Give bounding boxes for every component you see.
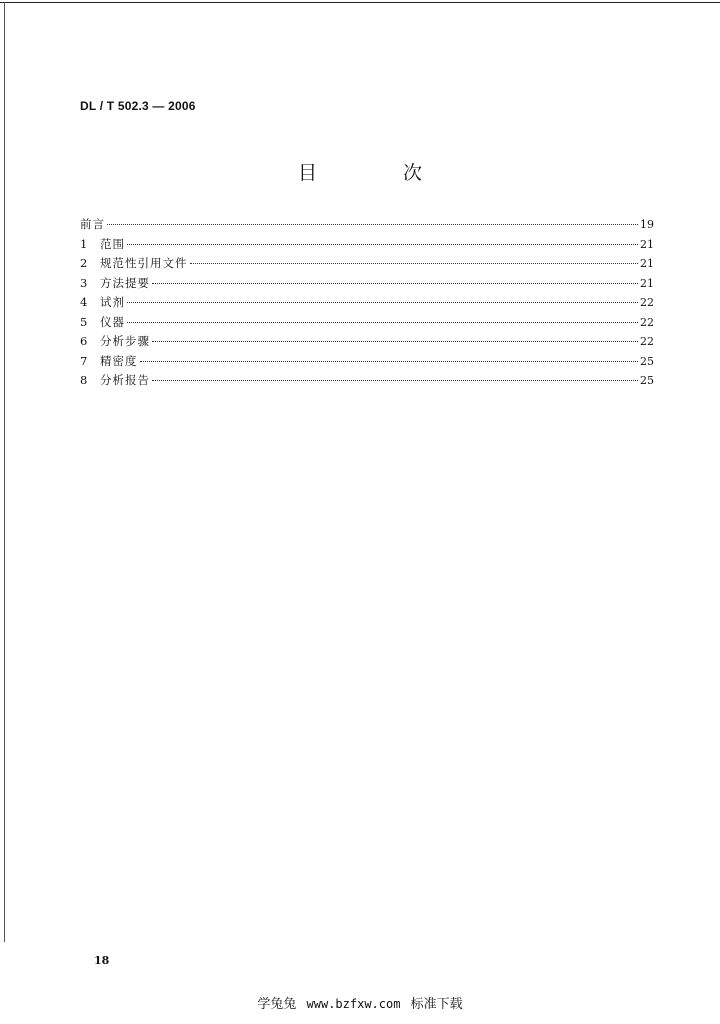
toc-leader-dots [107,224,638,225]
toc-item-page: 25 [640,374,654,387]
toc-item-precision[interactable] [80,353,654,373]
toc-item-page: 22 [640,335,654,348]
toc-item-number: 1 [80,236,88,251]
toc-leader-dots [140,361,639,362]
toc-item-label: 规范性引用文件 [100,256,188,270]
toc-leader-dots [127,244,638,245]
toc-item-number: 2 [80,256,88,270]
toc-item-label: 仪器 [100,314,125,329]
toc-item-label: 方法提要 [100,275,150,290]
toc-item-label: 范围 [100,236,125,251]
toc-item-number: 5 [80,314,88,329]
toc-item-label: 前言 [80,217,105,231]
watermark [0,993,720,1012]
watermark-tagline: 标准下载 [410,997,463,1012]
page-top-edge [0,2,720,3]
toc-item-label: 精密度 [100,353,138,368]
toc-list [80,216,654,392]
toc-item-reagents[interactable] [80,294,654,314]
watermark-site-name: 学兔兔 [257,997,297,1012]
toc-item-page: 19 [640,218,654,231]
toc-item-number: 4 [80,295,88,309]
standard-code: DL / T 502.3 — 2006 [80,99,196,113]
page-left-edge [4,2,5,942]
toc-item-instruments[interactable] [80,314,654,334]
toc-item-method-summary[interactable] [80,275,654,295]
toc-item-page: 21 [640,257,654,270]
toc-item-page: 22 [640,296,654,309]
toc-item-analysis-steps[interactable] [80,333,654,353]
toc-item-label: 试剂 [100,295,125,309]
toc-title: 目 次 [297,162,463,184]
toc-item-foreword[interactable] [80,216,654,236]
toc-item-number: 8 [80,373,88,387]
toc-item-page: 21 [640,276,654,290]
toc-item-number: 6 [80,334,88,348]
toc-item-scope[interactable] [80,236,654,256]
toc-item-page: 22 [640,315,654,329]
watermark-url[interactable]: www.bzfxw.com [306,997,401,1011]
toc-leader-dots [127,302,638,303]
toc-item-number: 3 [80,275,88,290]
toc-item-normative-references[interactable] [80,255,654,275]
toc-leader-dots [127,322,638,323]
toc-item-number: 7 [80,353,88,368]
toc-item-label: 分析步骤 [100,334,150,348]
toc-item-analysis-report[interactable] [80,372,654,392]
page-number: 18 [94,954,110,967]
toc-item-page: 21 [640,237,654,251]
toc-item-page: 25 [640,354,654,368]
toc-leader-dots [152,341,638,342]
toc-leader-dots [152,283,638,284]
toc-item-label: 分析报告 [100,373,150,387]
toc-leader-dots [190,263,639,264]
toc-leader-dots [152,380,638,381]
